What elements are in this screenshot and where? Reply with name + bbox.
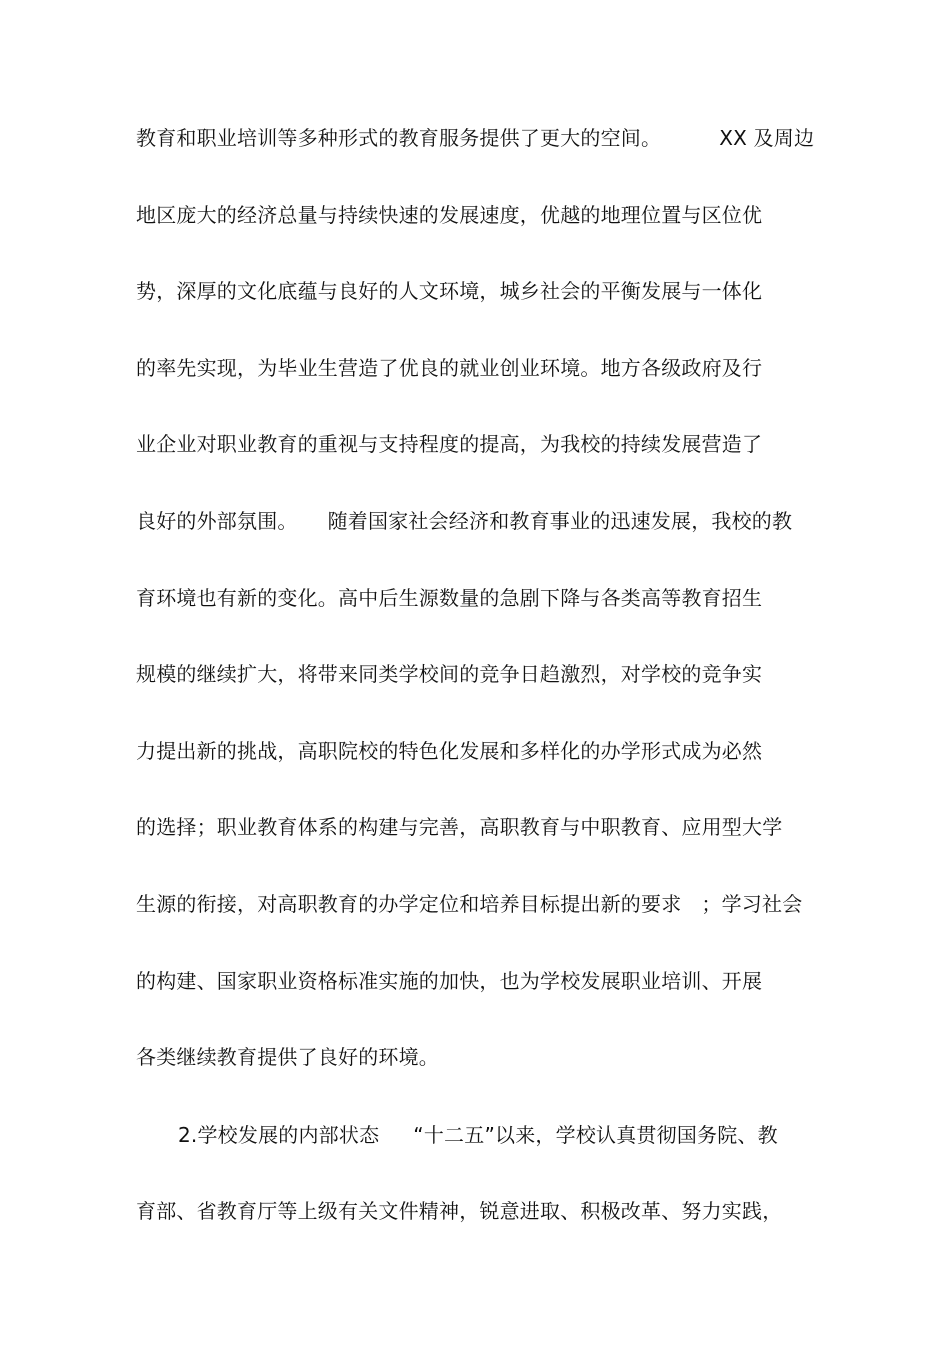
text-segment: 育部、省教育厅等上级有关文件精神，锐意进取、积极改革、努力实践， <box>136 1199 783 1223</box>
text-line <box>136 584 762 612</box>
text-segment: 势，深厚的文化底蕴与良好的人文环境，城乡社会的平衡发展与一体化 <box>136 279 763 303</box>
text-segment: 随着国家社会经济和教育事业的迅速发展，我校的教 <box>327 509 793 533</box>
text-segment: 各类继续教育提供了良好的环境。 <box>136 1045 439 1069</box>
text-segment: 教育和职业培训等多种形式的教育服务提供了更大的空间。 <box>136 126 662 150</box>
text-segment: “十二五”以来，学校认真贯彻国务院、教 <box>413 1123 778 1147</box>
text-line <box>136 737 762 765</box>
text-segment: 2.学校发展的内部状态 <box>178 1123 380 1147</box>
text-segment: 的选择；职业教育体系的构建与完善，高职教育与中职教育、应用型大学 <box>136 815 783 839</box>
text-segment: 规模的继续扩大，将带来同类学校间的竞争日趋激烈，对学校的竞争实 <box>136 662 763 686</box>
text-line <box>136 201 762 229</box>
text-segment: ；学习社会 <box>701 892 803 916</box>
text-line <box>136 660 762 688</box>
text-line <box>136 1197 782 1225</box>
text-line <box>178 1121 778 1149</box>
text-segment: 良好的外部氛围。 <box>136 509 298 533</box>
text-line <box>136 354 762 382</box>
text-line <box>136 430 762 458</box>
text-segment: XX 及周边 <box>719 126 815 150</box>
text-segment: 业企业对职业教育的重视与支持程度的提高，为我校的持续发展营造了 <box>136 432 763 456</box>
text-line <box>136 967 762 995</box>
text-line <box>136 1043 439 1071</box>
text-line <box>136 124 814 152</box>
text-line <box>136 277 762 305</box>
text-segment: 育环境也有新的变化。高中后生源数量的急剧下降与各类高等教育招生 <box>136 586 763 610</box>
text-line <box>136 507 792 535</box>
text-segment: 的率先实现，为毕业生营造了优良的就业创业环境。地方各级政府及行 <box>136 356 763 380</box>
text-segment: 的构建、国家职业资格标准实施的加快，也为学校发展职业培训、开展 <box>136 969 763 993</box>
text-line <box>136 890 802 918</box>
text-line <box>136 813 782 841</box>
text-segment: 地区庞大的经济总量与持续快速的发展速度，优越的地理位置与区位优 <box>136 203 763 227</box>
text-segment: 力提出新的挑战，高职院校的特色化发展和多样化的办学形式成为必然 <box>136 739 763 763</box>
text-segment: 生源的衔接，对高职教育的办学定位和培养目标提出新的要求 <box>136 892 682 916</box>
